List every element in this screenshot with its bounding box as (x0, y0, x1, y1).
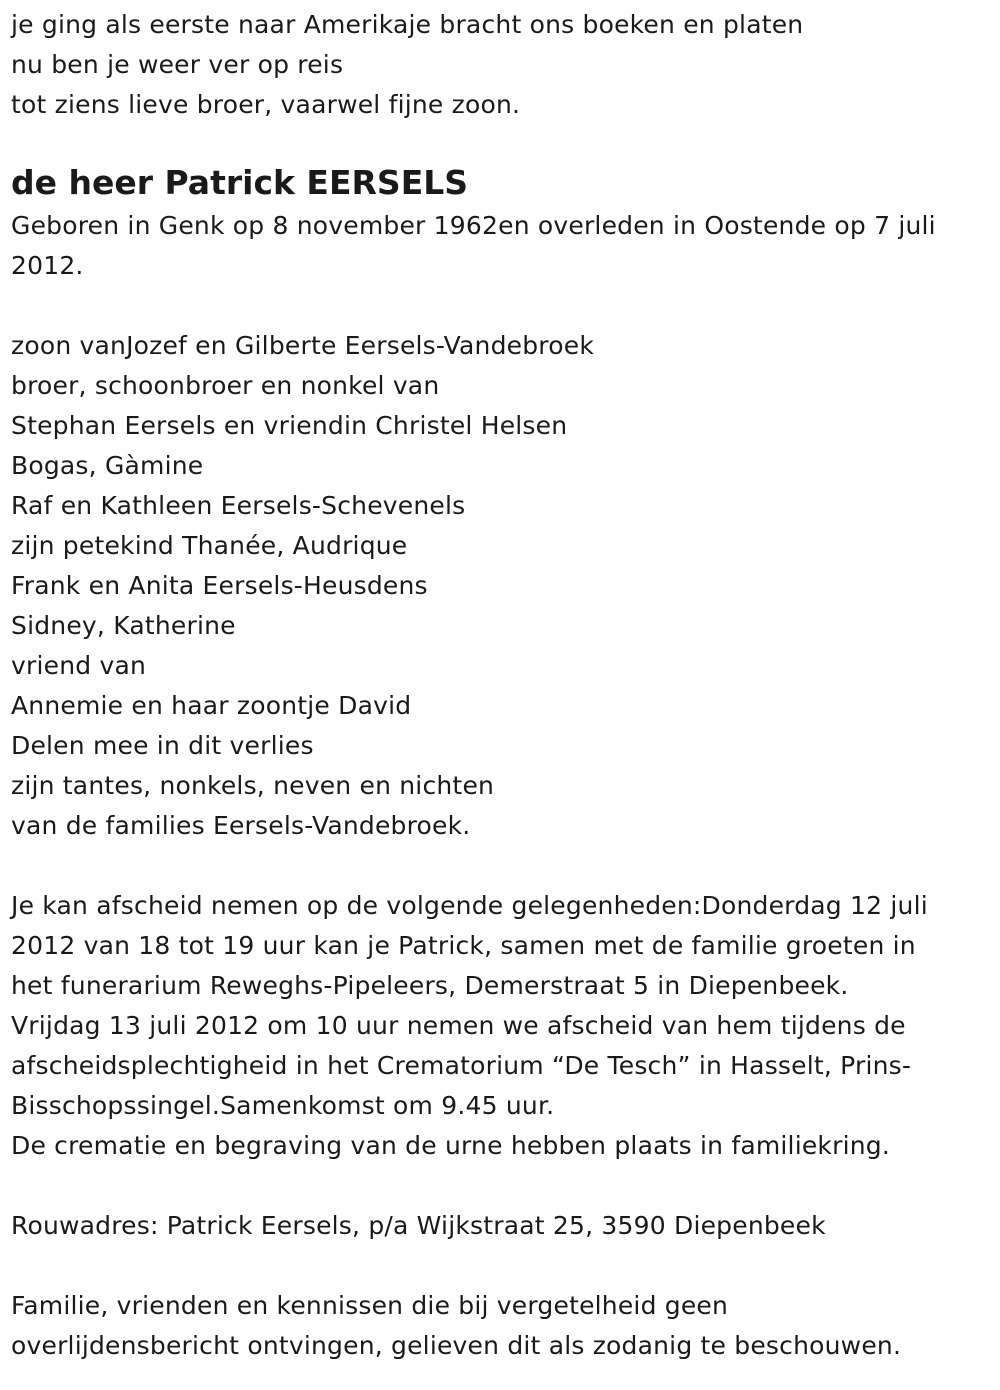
farewell-line: 2012 van 18 tot 19 uur kan je Patrick, samen met de familie groeten in (11, 931, 916, 960)
deceased-name-heading: de heer Patrick EERSELS (11, 163, 469, 202)
closing-line: overlijdensbericht ontvingen, gelieven dit als zodanig te beschouwen. (11, 1331, 902, 1360)
farewell-line: De crematie en begraving van de urne hebben plaats in familiekring. (11, 1131, 890, 1160)
farewell-line: Je kan afscheid nemen op de volgende gelegenheden:Donderdag 12 juli (11, 891, 928, 920)
family-line: Delen mee in dit verlies (11, 731, 314, 760)
spacer (11, 286, 991, 326)
mourning-address: Rouwadres: Patrick Eersels, p/a Wijkstraat 25, 3590 Diepenbeek (11, 1211, 826, 1240)
family-line: Bogas, Gàmine (11, 451, 204, 480)
intro-poem (11, 5, 991, 125)
birth-death-info (11, 206, 991, 286)
family-line: Frank en Anita Eersels-Heusdens (11, 571, 428, 600)
family-line: Sidney, Katherine (11, 611, 236, 640)
family-line: zijn tantes, nonkels, neven en nichten (11, 771, 495, 800)
farewell-info (11, 886, 991, 1166)
family-line: zoon vanJozef en Gilberte Eersels-Vandebroek (11, 331, 594, 360)
farewell-line: het funerarium Reweghs-Pipeleers, Demerstraat 5 in Diepenbeek. (11, 971, 849, 1000)
farewell-line: Bisschopssingel.Samenkomst om 9.45 uur. (11, 1091, 555, 1120)
spacer (11, 1246, 991, 1286)
family-line: Stephan Eersels en vriendin Christel Helsen (11, 411, 568, 440)
closing-line: Familie, vrienden en kennissen die bij vergetelheid geen (11, 1291, 729, 1320)
birth-line: 2012. (11, 251, 84, 280)
spacer (11, 1166, 991, 1206)
farewell-line: Vrijdag 13 juli 2012 om 10 uur nemen we afscheid van hem tijdens de (11, 1011, 906, 1040)
intro-line: tot ziens lieve broer, vaarwel fijne zoon. (11, 90, 521, 119)
spacer (11, 846, 991, 886)
intro-line: je ging als eerste naar Amerikaje bracht ons boeken en platen (11, 10, 804, 39)
obituary-document (11, 0, 991, 1366)
family-line: vriend van (11, 651, 147, 680)
closing-note (11, 1286, 991, 1366)
birth-line: Geboren in Genk op 8 november 1962en overleden in Oostende op 7 juli (11, 211, 936, 240)
family-line: broer, schoonbroer en nonkel van (11, 371, 440, 400)
family-line: Raf en Kathleen Eersels-Schevenels (11, 491, 466, 520)
family-line: van de families Eersels-Vandebroek. (11, 811, 471, 840)
family-line: Annemie en haar zoontje David (11, 691, 412, 720)
intro-line: nu ben je weer ver op reis (11, 50, 344, 79)
family-list (11, 326, 991, 846)
family-line: zijn petekind Thanée, Audrique (11, 531, 408, 560)
farewell-line: afscheidsplechtigheid in het Crematorium “De Tesch” in Hasselt, Prins- (11, 1051, 912, 1080)
